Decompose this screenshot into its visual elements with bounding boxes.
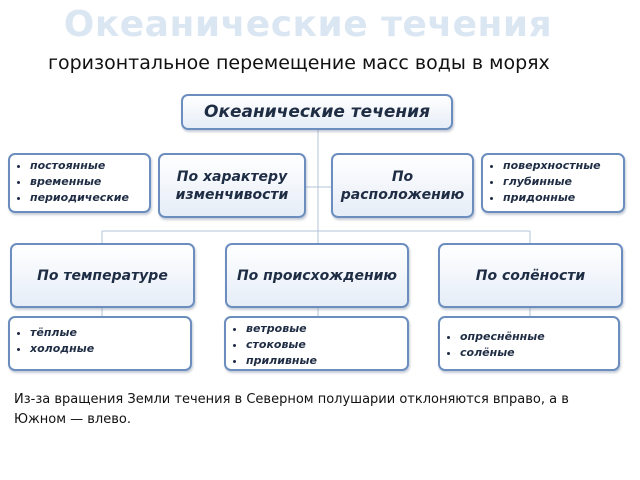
list-item: • приливные (246, 353, 403, 369)
slide-subtitle: горизонтальное перемещение масс воды в морях (48, 52, 550, 74)
list-item: • временные (30, 174, 145, 190)
diagram-root-node: Океанические течения (181, 94, 453, 130)
list-temperature (8, 316, 192, 371)
list-origin (224, 316, 409, 371)
category-salinity-node: По солёности (438, 243, 623, 308)
category-variability-node: По характеру изменчивости (158, 153, 306, 218)
list-item: • поверхностные (503, 158, 619, 174)
category-origin-node: По происхождению (225, 243, 409, 308)
list-location (481, 153, 625, 213)
category-temperature-node: По температуре (10, 243, 195, 308)
list-item: • тёплые (30, 325, 186, 341)
footer-note: Из-за вращения Земли течения в Северном полушарии отклоняются вправо, а в Южном — влево. (14, 392, 569, 427)
list-item: • холодные (30, 341, 186, 357)
list-salinity (438, 316, 620, 371)
list-item: • солёные (460, 345, 614, 361)
list-item: • придонные (503, 190, 619, 206)
list-item: • ветровые (246, 321, 403, 337)
list-variability (8, 153, 151, 213)
list-item: • постоянные (30, 158, 145, 174)
list-item: • глубинные (503, 174, 619, 190)
slide-title: Океанические течения (63, 4, 553, 45)
list-item: • опреснённые (460, 329, 614, 345)
list-item: • стоковые (246, 337, 403, 353)
category-location-node: По расположению (331, 153, 474, 218)
list-item: • периодические (30, 190, 145, 206)
